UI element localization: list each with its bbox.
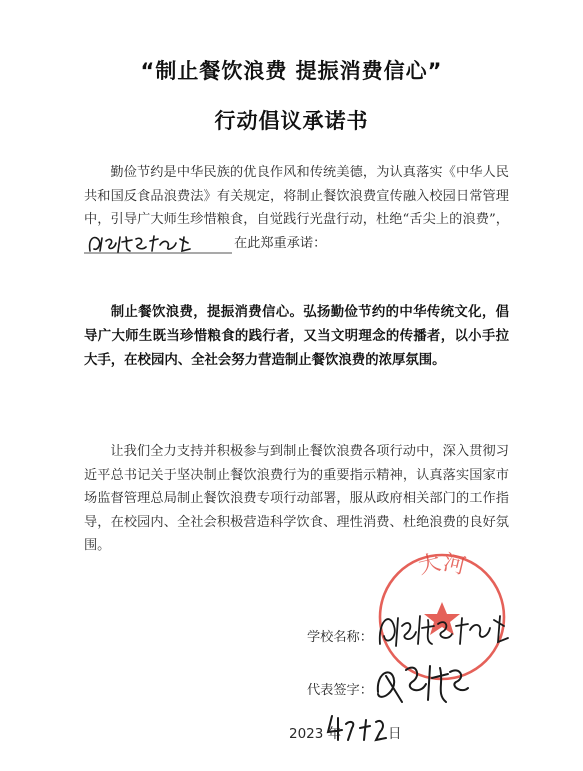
date-day-suffix: 日 xyxy=(388,726,402,742)
paragraph-intro xyxy=(84,161,509,255)
school-name-handwriting xyxy=(376,606,526,654)
representative-signature-label: 代表签字： xyxy=(307,683,373,698)
intro-text-after-signature: 在此郑重承诺： xyxy=(234,235,327,251)
date-year: 2023 年 xyxy=(289,726,342,742)
paragraph-commitment-bold: 制止餐饮浪费，提振消费信心。弘扬勤俭节约的中华传统文化，倡导广大师生既当珍惜粮食的践行者，又当文明理念的传播者，以小手拉大手，在校园内、全社会努力营造制止餐饮浪费的浓厚氛围。 xyxy=(84,305,509,368)
intro-text-before-signature: 勤俭节约是中华民族的优良作风和传统美德，为认真落实《中华人民共和国反食品浪费法》有关规定，将制止餐饮浪费宣传融入校园日常管理中，引导广大师生珍惜粮食，自觉践行光盘行动，杜绝“舌尖上的浪费”， xyxy=(84,165,509,227)
paragraph-call-to-action: 让我们全力支持并积极参与到制止餐饮浪费各项行动中，深入贯彻习近平总书记关于坚决制止餐饮浪费行为的重要指示精神，认真落实国家市场监督管理总局制止餐饮浪费专项行动部署，服从政府相关部门的工作指导，在校园内、全社会积极营造科学饮食、理性消费、杜绝浪费的良好氛围。 xyxy=(84,444,509,553)
seal-text: 大河 xyxy=(416,550,468,580)
title-line-2: 行动倡议承诺书 xyxy=(214,109,369,133)
inline-handwritten-signature xyxy=(84,233,234,255)
representative-handwritten-signature xyxy=(372,652,472,712)
school-name-label: 学校名称： xyxy=(307,630,373,645)
title-line-1: “制止餐饮浪费 提振消费信心” xyxy=(140,59,443,83)
